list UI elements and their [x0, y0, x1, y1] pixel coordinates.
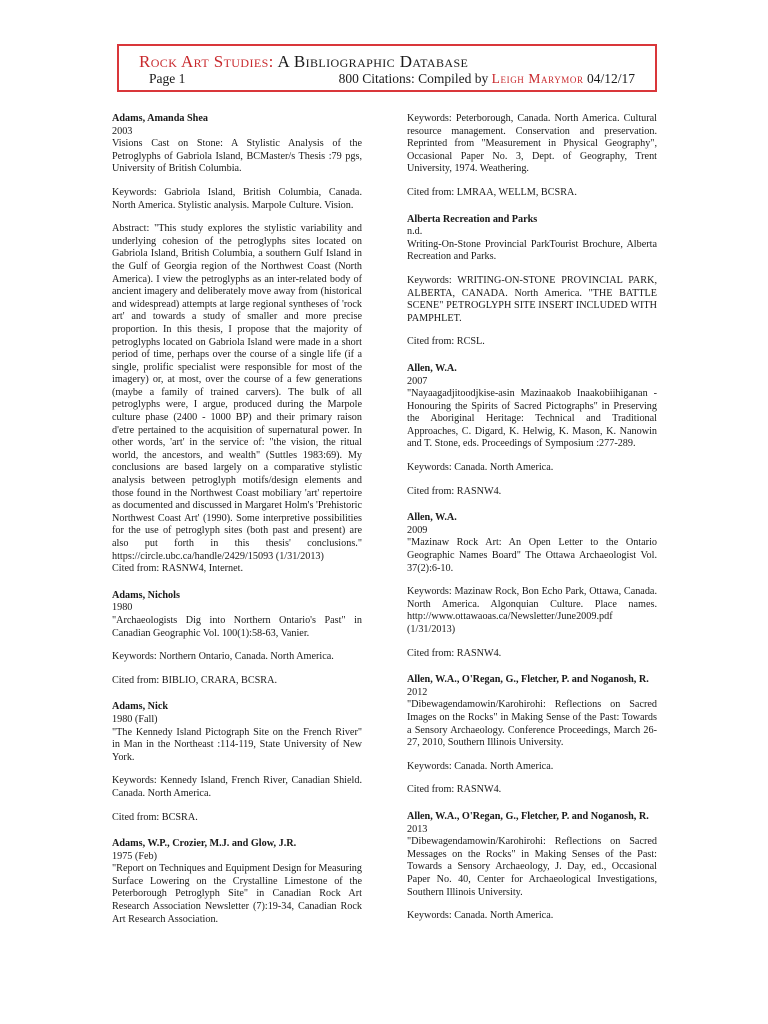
entry-cited: Cited from: RASNW4. [407, 485, 502, 497]
compiler-name: Leigh Marymor [491, 71, 584, 86]
entry-cited: Cited from: RASNW4. [407, 647, 502, 659]
entry-author: Alberta Recreation and Parks [407, 213, 538, 225]
entry-year: 1975 (Feb) [112, 850, 157, 862]
bib-entry [407, 214, 657, 349]
entry-keywords: Keywords: Canada. North America. [407, 462, 554, 474]
left-column [112, 113, 362, 940]
citation-count: 800 Citations: Compiled by [338, 71, 492, 86]
entry-author: Adams, Nichols [112, 589, 180, 601]
entry-citation: Writing-On-Stone Provincial ParkTourist Brochure, Alberta Recreation and Parks. [407, 238, 657, 263]
entry-cited: Cited from: LMRAA, WELLM, BCSRA. [407, 186, 577, 198]
entry-keywords: Keywords: Northern Ontario, Canada. North America. [112, 651, 334, 663]
entry-cited: Cited from: RASNW4. [407, 784, 502, 796]
entry-citation: "Archaeologists Dig into Northern Ontario's Past" in Canadian Geographic Vol. 100(1):58-63, Vanier. [112, 614, 362, 639]
citation-info [339, 71, 635, 87]
page-number: Page 1 [149, 71, 186, 86]
bib-entry [407, 512, 657, 660]
bib-entry-continued [407, 113, 657, 200]
entry-year: 1980 (Fall) [112, 713, 158, 725]
entry-keywords: Keywords: Kennedy Island, French River, Canadian Shield. Canada. North America. [112, 775, 362, 799]
entry-author: Adams, Amanda Shea [112, 113, 208, 124]
entry-cited: Cited from: RCSL. [407, 336, 485, 348]
entry-keywords: Keywords: Gabriola Island, British Columbia, Canada. North America. Stylistic analysis. Marpole Culture. Vision. [112, 186, 362, 211]
entry-keywords: Keywords: WRITING-ON-STONE PROVINCIAL PARK, ALBERTA, CANADA. North America. "THE BATTLE SCENE" PETROGLYPH SITE INSERT INCLUDED WITH PAMPHLET. [407, 274, 657, 324]
entry-citation: "Mazinaw Rock Art: An Open Letter to the Ontario Geographic Names Board" The Ottawa Archaeologist Vol. 37(2):6-10. [407, 537, 657, 574]
entry-citation: "Report on Techniques and Equipment Design for Measuring Surface Lowering on the Crystalline Limestone of the Peterborough Petroglyph Site" in Canadian Rock Art Research Association Newsletter (7):19-34, Canadian Rock Art Research Association. [112, 863, 362, 925]
bib-entry [112, 113, 362, 576]
bib-entry [407, 674, 657, 797]
entry-keywords: Keywords: Canada. North America. [407, 760, 554, 772]
bib-entry [112, 590, 362, 688]
entry-cited: Cited from: BCSRA. [112, 811, 198, 823]
entry-year: n.d. [407, 226, 423, 238]
entry-author: Adams, W.P., Crozier, M.J. and Glow, J.R. [112, 838, 297, 850]
bib-entry [407, 811, 657, 923]
title-prefix: Rock Art Studies: [139, 52, 274, 71]
right-column [407, 113, 657, 937]
entry-year: 2012 [407, 686, 428, 698]
title-rest: A Bibliographic Database [273, 52, 469, 71]
bib-entry [112, 838, 362, 926]
entry-cited: Cited from: BIBLIO, CRARA, BCSRA. [112, 674, 277, 686]
entry-keywords: Keywords: Canada. North America. [407, 910, 554, 922]
entry-citation: "The Kennedy Island Pictograph Site on the French River" in Man in the Northeast :114-119, State University of New York. [112, 726, 362, 763]
entry-year: 2013 [407, 823, 428, 835]
entry-author: Allen, W.A., O'Regan, G., Fletcher, P. and Noganosh, R. [407, 810, 649, 822]
entry-citation: "Nayaagadjitoodjkise-asin Mazinaakob Inaakobiihiganan - Honouring the Spirits of Sacred Pictographs" in Preserving the Aboriginal Heritage: Technical and Traditional Approaches, C. Digard, K. Helwig, K. Mason, K. Nanowin and T. Stone, eds. Proceedings of Symposium :277-289. [407, 388, 657, 450]
entry-keywords: Keywords: Peterborough, Canada. North America. Cultural resource management. Conservation and preservation. Reprinted from "Measurement in Physical Geography", Occasional Paper No. 3, Dept. of Geography, Trent University, 1974. Weathering. [407, 113, 657, 175]
bib-entry [407, 363, 657, 498]
entry-cited: Cited from: RASNW4, Internet. [112, 563, 243, 575]
entry-keywords: Keywords: Mazinaw Rock, Bon Echo Park, Ottawa, Canada. North America. Algonquian Culture. Place names. http://www.ottawaoas.ca/Newsletter/June2009.pdf (1/31/2013) [407, 586, 657, 635]
entry-citation: "Dibewagendamowin/Karohirohi: Reflections on Sacred Messages on the Rocks" in Making Senses of the Past: Towards a Sensory Archaeology, J. Day, ed., Occasional Paper No. 40, Center for Archaeological Investigations, Southern Illinois University. [407, 836, 657, 898]
bib-entry [112, 701, 362, 824]
entry-abstract: Abstract: "This study explores the stylistic variability and underlying cohesion of the petroglyphs sites located on Gabriola Island, British Columbia, a southern Gulf Island in the Gulf of Georgia region of the Northwest Coast (North America). I view the petroglyphs as an inter-related body of ancient imagery and deliberately move away from (historical and widespread) attempts at large regional syntheses of 'rock art' and towards a study of smaller and more precise proportion. In this thesis, I propose that the majority of petroglyphs located on Gabriola Island were made in a short period of time, perhaps over the course of a single life (if a single, prolific specialist were responsible for most of the imagery) or, at most, over the course of a few generations (maybe a family of trained carvers). The bulk of all petroglyphs were, I argue, produced during the Marpole culture phase (2400 - 1000 BP) and their primary raison d'etre pertained to the acquisition of supernatural power. In other words, 'art' in the service of: "the vision, the ritual world, the ancestors, and wealth" (Suttles 1983:69). My conclusions are based largely on a comparative stylistic analysis between petroglyph motifs/design elements and those found in the Northwest Coast mobiliary 'art' repertoire as documented and discussed in Margaret Holm's 'Prehistoric Northwest Coast Art' (1990). Some interpretive possibilities for the use of petroglyph sites (both past and present) are also put forth in this thesis' conclusions." https://circle.ubc.ca/handle/2429/15093 (1/31/2013) [112, 223, 362, 562]
compile-date: 04/12/17 [583, 71, 635, 86]
entry-author: Allen, W.A. [407, 512, 457, 524]
entry-author: Allen, W.A. [407, 362, 457, 374]
entry-year: 2007 [407, 375, 428, 387]
header-subtitle [149, 71, 635, 87]
header-box [117, 44, 657, 92]
entry-year: 1980 [112, 602, 133, 614]
entry-citation: "Dibewagendamowin/Karohirohi: Reflections on Sacred Images on the Rocks" in Making Sense of the Past: Towards a Sensory Archaeology. Conference Proceedings, March 26-27, 2010, Southern Illinois University. [407, 699, 657, 749]
page-title [139, 52, 468, 72]
entry-year: 2003 [112, 125, 133, 137]
entry-citation: Visions Cast on Stone: A Stylistic Analysis of the Petroglyphs of Gabriola Island, BCMaster/s Thesis :79 pgs, University of British Columbia. [112, 138, 362, 175]
entry-author: Allen, W.A., O'Regan, G., Fletcher, P. and Noganosh, R. [407, 674, 649, 686]
entry-year: 2009 [407, 524, 428, 536]
entry-author: Adams, Nick [112, 701, 169, 713]
